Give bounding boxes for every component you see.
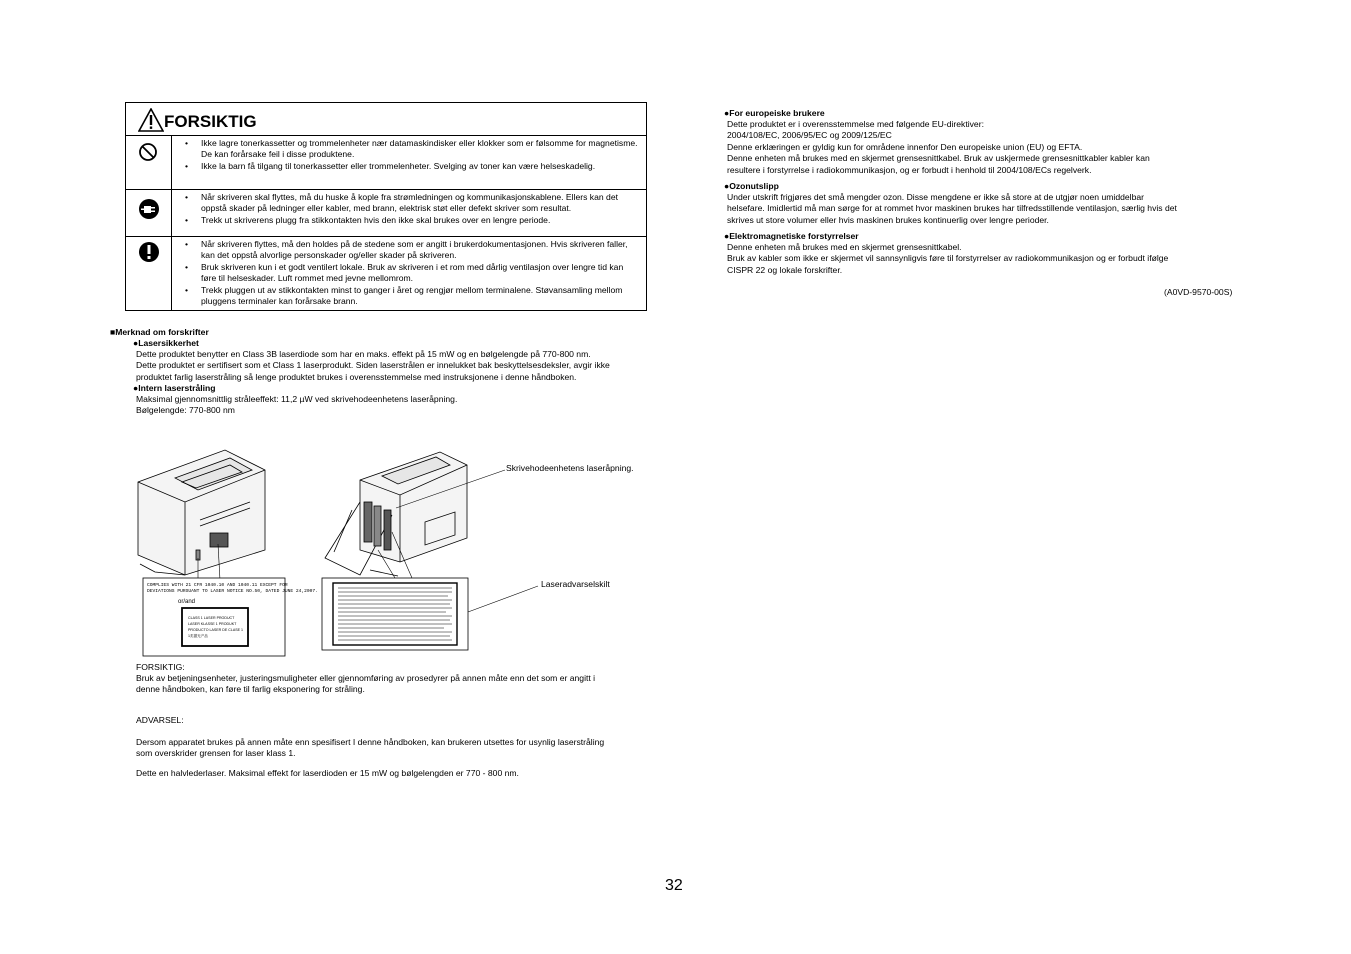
text-line: helsefare. Imidlertid må man sørge for at rommet hvor maskinen brukes har tilfredsstillende ventilasjon, særlig hvis det xyxy=(727,203,1177,214)
regulatory-heading: ■Merknad om forskrifter xyxy=(110,327,209,337)
text-line: som overskrider grensen for laser klass 1. xyxy=(136,748,296,759)
warning-triangle-icon xyxy=(138,108,164,132)
text-line: Dette produktet er i overensstemmelse med følgende EU-direktiver: xyxy=(727,119,984,129)
svg-text:CLASS 1 LASER PRODUCT: CLASS 1 LASER PRODUCT xyxy=(188,616,235,620)
list-item: • Trekk pluggen ut av stikkontakten minst to ganger i året og rengjør mellom terminalene. Støvansamling mellom pluggens terminaler kan forårsake brann. xyxy=(201,285,640,308)
list-item: • Når skriveren flyttes, må den holdes på de stedene som er angitt i brukerdokumentasjonen. Hvis skriveren faller, kan det oppstå alvorlige personskader og/eller skader på skriveren. xyxy=(201,239,640,262)
text-line: produktet farlig laserstråling så lenge produktet brukes i overensstemmelse med instruksjonene i denne håndboken. xyxy=(136,371,577,382)
emi-text xyxy=(727,242,1247,276)
internal-laser-text xyxy=(136,394,457,417)
exclamation-icon xyxy=(138,241,160,263)
prohibition-icon xyxy=(138,142,158,162)
warning-text xyxy=(136,737,676,760)
callout-laser-aperture: Skrivehodeenhetens laseråpning. xyxy=(506,463,634,473)
list-item: • Trekk ut skriverens plugg fra stikkontakten hvis den ikke skal brukes over en lengre periode. xyxy=(201,215,640,226)
text-line: Dette produktet benytter en Class 3B laserdiode som har en maks. effekt på 15 mW og en bølgelengde på 770-800 nm. xyxy=(136,349,591,359)
text-line: Maksimal gjennomsnittlig stråleeffekt: 11,2 µW ved skrivehodeenhetens laseråpning. xyxy=(136,394,458,404)
emi-heading: ●Elektromagnetiske forstyrrelser xyxy=(724,231,859,241)
internal-laser-heading: ●Intern laserstråling xyxy=(133,383,216,393)
svg-text:LASER KLASSE 1 PRODUKT: LASER KLASSE 1 PRODUKT xyxy=(188,622,237,626)
eu-text xyxy=(727,119,1247,176)
text-line: denne håndboken, kan føre til farlig eksponering for stråling. xyxy=(136,684,365,695)
label-left-or: or/and xyxy=(178,599,196,605)
eu-heading: ●For europeiske brukere xyxy=(724,108,825,118)
caution-row-moving xyxy=(126,189,646,237)
semiconductor-text: Dette en halvlederlaser. Maksimal effekt for laserdioden er 15 mW og bølgelengden er 770 - 800 nm. xyxy=(136,768,519,778)
laser-safety-text xyxy=(136,349,676,383)
callout-laser-label: Laseradvarselskilt xyxy=(541,579,610,589)
ozone-text xyxy=(727,192,1247,226)
ozone-heading: ●Ozonutslipp xyxy=(724,181,779,191)
caution-box xyxy=(125,102,647,311)
list-item: • Ikke la barn få tilgang til tonerkassetter eller trommelenheter. Svelging av toner kan være helseskadelig. xyxy=(201,161,640,172)
svg-text:PRODUCTO LASER DE CLASE 1: PRODUCTO LASER DE CLASE 1 xyxy=(188,628,244,632)
text-line: Denne enheten må brukes med en skjermet grensesnittkabel. Bruk av uskjermede grensesnittkabler kabler kan xyxy=(727,153,1150,164)
unplug-icon xyxy=(138,198,160,220)
label-left-inner xyxy=(182,608,248,646)
laser-safety-heading: ●Lasersikkerhet xyxy=(133,338,199,348)
document-code: (A0VD-9570-00S) xyxy=(1164,287,1233,297)
caution-header xyxy=(126,103,646,136)
svg-text:1类激光产品: 1类激光产品 xyxy=(188,634,208,638)
list-item: • Bruk skriveren kun i et godt ventilert lokale. Bruk av skriveren i et rom med dårlig ventilasjon over lengre tid kan føre til helseskader. Luft rommet med jevne mellomrom. xyxy=(201,262,640,285)
list-item: • Når skriveren skal flyttes, må du huske å kople fra strømledningen og kommunikasjonskablene. Ellers kan det oppstå skader på ledninger eller kabler, med brann, elektrisk støt eller defekt skriver som resultat. xyxy=(201,192,640,215)
text-line: Bølgelengde: 770-800 nm xyxy=(136,405,235,416)
text-line: Dersom apparatet brukes på annen måte enn spesifisert I denne håndboken, kan brukeren utsettes for usynlig laserstråling xyxy=(136,737,605,747)
caution-row-storage xyxy=(126,135,646,190)
warning-label: ADVARSEL: xyxy=(136,715,184,725)
caution-row-handling xyxy=(126,236,646,310)
caution-text xyxy=(136,673,676,696)
text-line: skrives ut store volumer eller hvis maskinen brukes kontinuerlig over lengre perioder. xyxy=(727,214,1049,225)
text-line: 2004/108/EC, 2006/95/EC og 2009/125/EC xyxy=(727,130,892,141)
svg-text:DEVIATIONS PURSUANT TO LASER N: DEVIATIONS PURSUANT TO LASER NOTICE NO.50, DATED JUNE 24,2007. xyxy=(147,589,318,594)
text-line: CISPR 22 og lokale forskrifter. xyxy=(727,264,843,275)
text-line: Bruk av kabler som ikke er skjermet vil sannsynligvis føre til forstyrrelser av radiokommunikasjon og er forbudt ifølge xyxy=(727,253,1169,264)
text-line: Under utskrift frigjøres det små mengder ozon. Disse mengdene er ikke så store at de utgjør noen umiddelbar xyxy=(727,192,1144,202)
label-left-text: COMPLIES WITH 21 CFR 1040.10 AND 1040.11 EXCEPT FOR xyxy=(147,583,288,588)
printer-open-illustration xyxy=(325,452,467,576)
text-line: Bruk av betjeningsenheter, justeringsmuligheter eller gjennomføring av prosedyrer på annen måte enn det som er angitt i xyxy=(136,673,596,683)
caution-title: FORSIKTIG xyxy=(164,112,257,131)
list-item: • Ikke lagre tonerkassetter og trommelenheter nær datamaskindisker eller klokker som er følsomme for magnetisme. De kan forårsake feil i disse produktene. xyxy=(201,138,640,161)
text-line: Denne erklæringen er gyldig kun for områdene innenfor Den europeiske union (EU) og EFTA. xyxy=(727,141,1083,152)
text-line: Dette produktet er sertifisert som et Class 1 laserprodukt. Siden laserstrålen er innelukket bak beskyttelsesdeksler, avgir ikke xyxy=(136,360,610,371)
printer-closed-illustration xyxy=(138,450,265,575)
text-line: Denne enheten må brukes med en skjermet grensesnittkabel. xyxy=(727,242,962,252)
text-line: resultere i forstyrrelse i radiokommunikasjon, og er forbudt i henhold til 2004/108/ECs regelverk. xyxy=(727,164,1092,175)
page-number: 32 xyxy=(665,877,683,894)
caution-label: FORSIKTIG: xyxy=(136,662,185,672)
